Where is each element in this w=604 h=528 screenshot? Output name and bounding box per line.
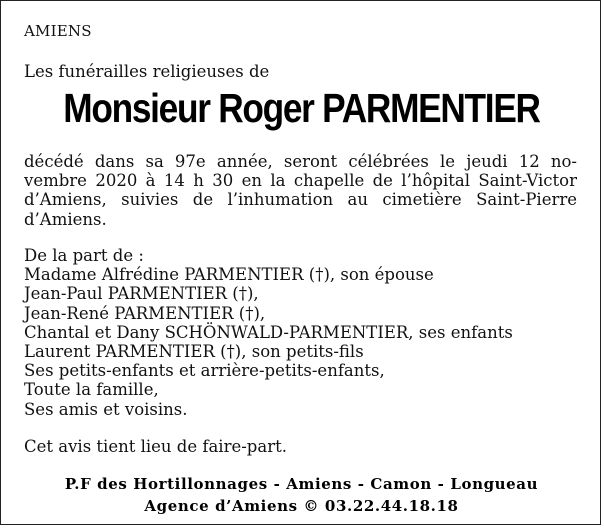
paragraph-line: vembre 2020 à 14 h 30 en la chapelle de l’hôpital Saint-Victor [24,171,577,191]
family-line: Jean-Paul PARMENTIER (†), [24,284,259,304]
family-line: Chantal et Dany SCHÖNWALD-PARMENTIER, ses enfants [24,322,513,342]
ceremony-paragraph [24,152,577,229]
closing-text: Cet avis tient lieu de faire-part. [24,437,287,456]
paragraph-line: d’Amiens, suivies de l’inhumation au cimetière Saint-Pierre [24,190,577,210]
family-line: De la part de : [24,246,144,265]
family-line: Ses amis et voisins. [24,399,188,419]
family-line: Madame Alfrédine PARMENTIER (†), son épouse [24,265,434,285]
city-heading: AMIENS [24,22,92,40]
family-list [24,246,513,419]
family-line: Ses petits-enfants et arrière-petits-enfants, [24,361,385,381]
family-line: Jean-René PARMENTIER (†), [24,303,266,323]
paragraph-line: décédé dans sa 97e année, seront célébrées le jeudi 12 no- [24,152,577,171]
paragraph-line: d’Amiens. [24,209,107,229]
funeral-home-line: P.F des Hortillonnages - Amiens - Camon - Longueau [64,475,539,493]
deceased-name: Monsieur Roger PARMENTIER [63,85,540,131]
agency-contact-line: Agence d’Amiens © 03.22.44.18.18 [144,497,459,515]
family-line: Toute la famille, [24,380,159,400]
family-line: Laurent PARMENTIER (†), son petits-fils [24,342,364,362]
intro-text: Les funérailles religieuses de [24,62,270,81]
